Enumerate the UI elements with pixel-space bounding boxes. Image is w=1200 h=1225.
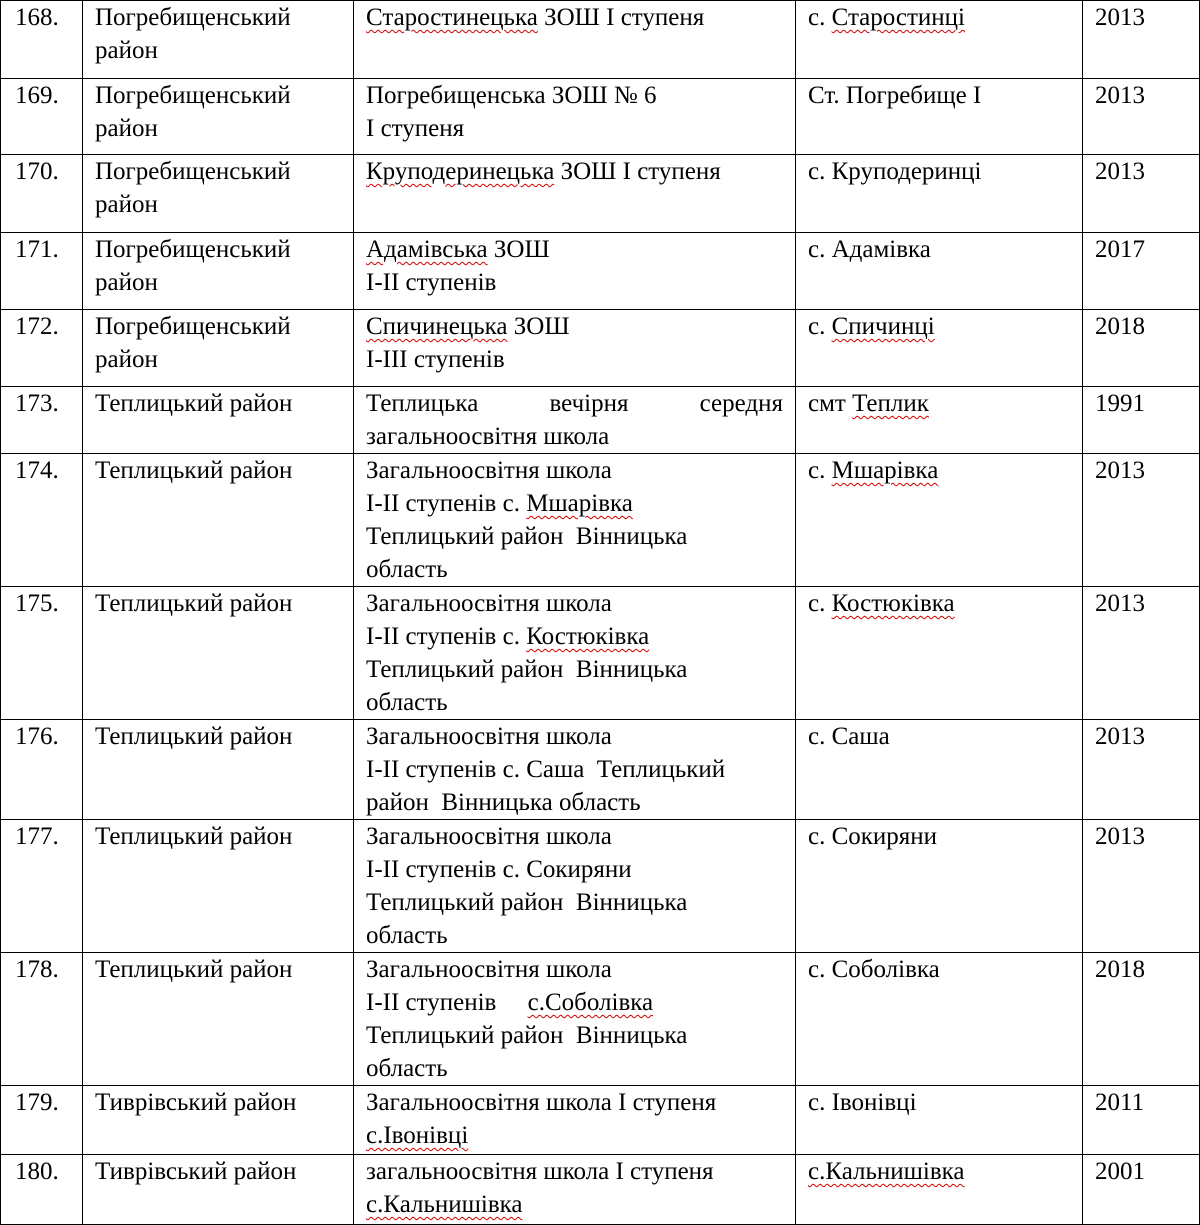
school-text: І ступеня — [366, 115, 465, 142]
school-text: І-ІІ ступенів с. Саша Теплицький — [366, 756, 726, 783]
school-line — [366, 553, 783, 586]
row-number: 168. — [15, 4, 59, 31]
district-line: район — [95, 191, 158, 218]
year-value: 2001 — [1095, 1158, 1145, 1185]
cell-district — [83, 1155, 354, 1225]
cell-district — [83, 720, 354, 820]
school-text: Загальноосвітня школа І ступеня — [366, 1089, 717, 1116]
place-line — [808, 820, 1070, 853]
row-number: 175. — [15, 590, 59, 617]
school-text: ЗОШ — [487, 236, 550, 263]
year-value: 2013 — [1095, 723, 1145, 750]
cell-number — [1, 1086, 83, 1155]
school-text: І-ІІ ступенів с. — [366, 490, 527, 517]
district-line: Тиврівський район — [95, 1158, 297, 1185]
district-line: Погребищенський — [95, 236, 291, 263]
school-line — [366, 1086, 783, 1119]
cell-place — [796, 1155, 1083, 1225]
school-text: ЗОШ — [507, 313, 570, 340]
cell-place — [796, 953, 1083, 1086]
spellcheck-word: с.Кальнишівка — [808, 1158, 965, 1185]
place-text: с. Івонівці — [808, 1089, 917, 1116]
district-line: Погребищенський — [95, 158, 291, 185]
cell-number — [1, 1155, 83, 1225]
cell-district — [83, 233, 354, 310]
school-text: область — [366, 556, 448, 583]
cell-year — [1083, 820, 1200, 953]
school-text: Погребищенська ЗОШ № 6 — [366, 82, 657, 109]
school-text: І-ІІ ступенів с. — [366, 623, 527, 650]
school-line — [366, 720, 783, 753]
year-value: 2013 — [1095, 590, 1145, 617]
row-number: 172. — [15, 313, 59, 340]
table-row — [1, 155, 1200, 233]
table-row — [1, 1155, 1200, 1225]
school-text: Теплицький район Вінницька — [366, 523, 688, 550]
table-row — [1, 587, 1200, 720]
cell-school — [354, 1086, 796, 1155]
school-line — [366, 1019, 783, 1052]
cell-school — [354, 155, 796, 233]
cell-number — [1, 1, 83, 79]
cell-place — [796, 454, 1083, 587]
spellcheck-word: Адамівська — [366, 236, 488, 263]
spellcheck-word: Старостинецька — [366, 4, 538, 31]
school-text: І-ІІ ступенів — [366, 989, 528, 1016]
school-line — [366, 1155, 783, 1188]
cell-year — [1083, 454, 1200, 587]
school-line — [366, 620, 783, 653]
cell-district — [83, 454, 354, 587]
school-line — [366, 986, 783, 1019]
cell-place — [796, 387, 1083, 454]
school-line — [366, 587, 783, 620]
district-line: Погребищенський — [95, 313, 291, 340]
cell-year — [1083, 155, 1200, 233]
cell-place — [796, 820, 1083, 953]
cell-year — [1083, 1, 1200, 79]
spellcheck-word: с.Кальнишівка — [366, 1191, 523, 1218]
spellcheck-word: Костюківка — [526, 623, 650, 650]
district-line: район — [95, 37, 158, 64]
table-row — [1, 454, 1200, 587]
school-text: район Вінницька область — [366, 789, 641, 816]
spellcheck-word: Мшарівка — [526, 490, 633, 517]
place-text: с. Круподеринці — [808, 158, 982, 185]
cell-school — [354, 454, 796, 587]
table-body — [1, 1, 1200, 1225]
spellcheck-word: Круподеринецька — [366, 158, 555, 185]
school-line — [366, 1188, 783, 1221]
school-line — [366, 310, 783, 343]
cell-year — [1083, 587, 1200, 720]
spellcheck-word: Костюківка — [831, 590, 955, 617]
table-row — [1, 310, 1200, 387]
district-line: район — [95, 269, 158, 296]
row-number: 179. — [15, 1089, 59, 1116]
cell-place — [796, 79, 1083, 155]
district-line: Погребищенський — [95, 82, 291, 109]
cell-year — [1083, 387, 1200, 454]
place-text: с. Соболівка — [808, 956, 940, 983]
district-line: Погребищенський — [95, 4, 291, 31]
cell-district — [83, 310, 354, 387]
cell-district — [83, 1, 354, 79]
cell-place — [796, 1, 1083, 79]
table-row — [1, 720, 1200, 820]
place-line — [808, 720, 1070, 753]
school-text: ЗОШ І ступеня — [554, 158, 721, 185]
school-text: Загальноосвітня школа — [366, 823, 612, 850]
school-line — [366, 653, 783, 686]
school-line — [366, 520, 783, 553]
place-text: Ст. Погребище І — [808, 82, 982, 109]
district-line: район — [95, 115, 158, 142]
place-text: смт — [808, 390, 853, 417]
table-row — [1, 953, 1200, 1086]
cell-number — [1, 310, 83, 387]
district-line: Теплицький район — [95, 723, 293, 750]
cell-school — [354, 387, 796, 454]
table-row — [1, 1086, 1200, 1155]
year-value: 2011 — [1095, 1089, 1145, 1116]
school-line — [366, 266, 783, 299]
cell-year — [1083, 720, 1200, 820]
row-number: 169. — [15, 82, 59, 109]
cell-place — [796, 233, 1083, 310]
cell-year — [1083, 953, 1200, 1086]
school-line — [366, 753, 783, 786]
cell-number — [1, 155, 83, 233]
cell-number — [1, 720, 83, 820]
district-line: Теплицький район — [95, 956, 293, 983]
cell-school — [354, 233, 796, 310]
cell-place — [796, 310, 1083, 387]
cell-district — [83, 387, 354, 454]
cell-number — [1, 454, 83, 587]
place-line — [808, 953, 1070, 986]
cell-year — [1083, 233, 1200, 310]
school-text: ЗОШ І ступеня — [537, 4, 705, 31]
year-value: 2018 — [1095, 956, 1145, 983]
spellcheck-word: Спичинецька — [366, 313, 508, 340]
school-line — [366, 820, 783, 853]
school-line — [366, 343, 783, 376]
row-number: 180. — [15, 1158, 59, 1185]
spellcheck-word: Мшарівка — [831, 457, 939, 484]
cell-district — [83, 79, 354, 155]
spellcheck-word: с.Івонівці — [366, 1122, 469, 1149]
school-line — [366, 1052, 783, 1085]
cell-number — [1, 387, 83, 454]
place-line — [808, 233, 1070, 266]
place-text: с. Сокиряни — [808, 823, 938, 850]
spellcheck-word: Теплик — [852, 390, 929, 417]
place-line — [808, 310, 1070, 343]
school-line — [366, 454, 783, 487]
table-row — [1, 820, 1200, 953]
cell-year — [1083, 310, 1200, 387]
place-line — [808, 155, 1070, 188]
cell-school — [354, 1, 796, 79]
place-line — [808, 79, 1070, 112]
school-text: область — [366, 922, 448, 949]
table-row — [1, 1, 1200, 79]
school-line — [366, 786, 783, 819]
school-text: Теплицький район Вінницька — [366, 1022, 688, 1049]
school-line — [366, 886, 783, 919]
school-line — [366, 233, 783, 266]
place-text: с. — [808, 590, 832, 617]
year-value: 1991 — [1095, 390, 1145, 417]
school-text: І-ІІ ступенів — [366, 269, 497, 296]
cell-school — [354, 587, 796, 720]
district-line: Теплицький район — [95, 390, 293, 417]
district-line: Теплицький район — [95, 590, 293, 617]
row-number: 170. — [15, 158, 59, 185]
place-line — [808, 1155, 1070, 1188]
row-number: 178. — [15, 956, 59, 983]
cell-number — [1, 233, 83, 310]
district-line: Теплицький район — [95, 823, 293, 850]
place-text: с. Саша — [808, 723, 890, 750]
cell-place — [796, 720, 1083, 820]
school-text: область — [366, 689, 448, 716]
place-line — [808, 1086, 1070, 1119]
school-text: Загальноосвітня школа — [366, 956, 612, 983]
school-text: Теплицький район Вінницька — [366, 889, 688, 916]
cell-place — [796, 155, 1083, 233]
spellcheck-word: Спичинці — [831, 313, 935, 340]
school-text: І-ІІІ ступенів — [366, 346, 505, 373]
place-line — [808, 587, 1070, 620]
school-line — [366, 487, 783, 520]
school-line — [366, 953, 783, 986]
cell-year — [1083, 1155, 1200, 1225]
place-text: с. — [808, 4, 832, 31]
cell-school — [354, 1155, 796, 1225]
cell-district — [83, 1086, 354, 1155]
school-text: Загальноосвітня школа — [366, 457, 612, 484]
cell-number — [1, 79, 83, 155]
year-value: 2013 — [1095, 4, 1145, 31]
cell-year — [1083, 79, 1200, 155]
school-line — [366, 853, 783, 886]
school-line — [366, 112, 783, 145]
year-value: 2013 — [1095, 823, 1145, 850]
cell-district — [83, 155, 354, 233]
school-line — [366, 1, 783, 34]
district-line: Теплицький район — [95, 457, 293, 484]
table-row — [1, 387, 1200, 454]
school-line — [366, 155, 783, 188]
school-line — [366, 79, 783, 112]
cell-place — [796, 587, 1083, 720]
year-value: 2013 — [1095, 457, 1145, 484]
cell-school — [354, 310, 796, 387]
place-text: с. Адамівка — [808, 236, 931, 263]
year-value: 2013 — [1095, 82, 1145, 109]
school-line — [366, 919, 783, 952]
cell-school — [354, 953, 796, 1086]
year-value: 2013 — [1095, 158, 1145, 185]
place-line — [808, 454, 1070, 487]
school-line — [366, 686, 783, 719]
row-number: 177. — [15, 823, 59, 850]
row-number: 174. — [15, 457, 59, 484]
spellcheck-word: с.Соболівка — [527, 989, 654, 1016]
school-line — [366, 1119, 783, 1152]
cell-school — [354, 820, 796, 953]
spellcheck-word: Старостинці — [831, 4, 966, 31]
cell-year — [1083, 1086, 1200, 1155]
cell-district — [83, 953, 354, 1086]
school-line — [366, 390, 783, 450]
school-text: Теплицький район Вінницька — [366, 656, 688, 683]
cell-number — [1, 587, 83, 720]
school-text: Загальноосвітня школа — [366, 723, 612, 750]
cell-district — [83, 820, 354, 953]
cell-district — [83, 587, 354, 720]
school-text: Теплицька вечірня середня загальноосвітня школа — [366, 390, 783, 450]
school-text: Загальноосвітня школа — [366, 590, 612, 617]
district-line: район — [95, 346, 158, 373]
place-text: с. — [808, 457, 832, 484]
table-row — [1, 79, 1200, 155]
cell-number — [1, 953, 83, 1086]
row-number: 173. — [15, 390, 59, 417]
school-text: загальноосвітня школа І ступеня — [366, 1158, 714, 1185]
cell-school — [354, 79, 796, 155]
table-row — [1, 233, 1200, 310]
place-line — [808, 1, 1070, 34]
cell-number — [1, 820, 83, 953]
place-text: с. — [808, 313, 832, 340]
year-value: 2018 — [1095, 313, 1145, 340]
school-text: І-ІІ ступенів с. Сокиряни — [366, 856, 632, 883]
row-number: 171. — [15, 236, 59, 263]
district-line: Тиврівський район — [95, 1089, 297, 1116]
cell-school — [354, 720, 796, 820]
row-number: 176. — [15, 723, 59, 750]
cell-place — [796, 1086, 1083, 1155]
school-text: область — [366, 1055, 448, 1082]
place-line — [808, 387, 1070, 420]
year-value: 2017 — [1095, 236, 1145, 263]
